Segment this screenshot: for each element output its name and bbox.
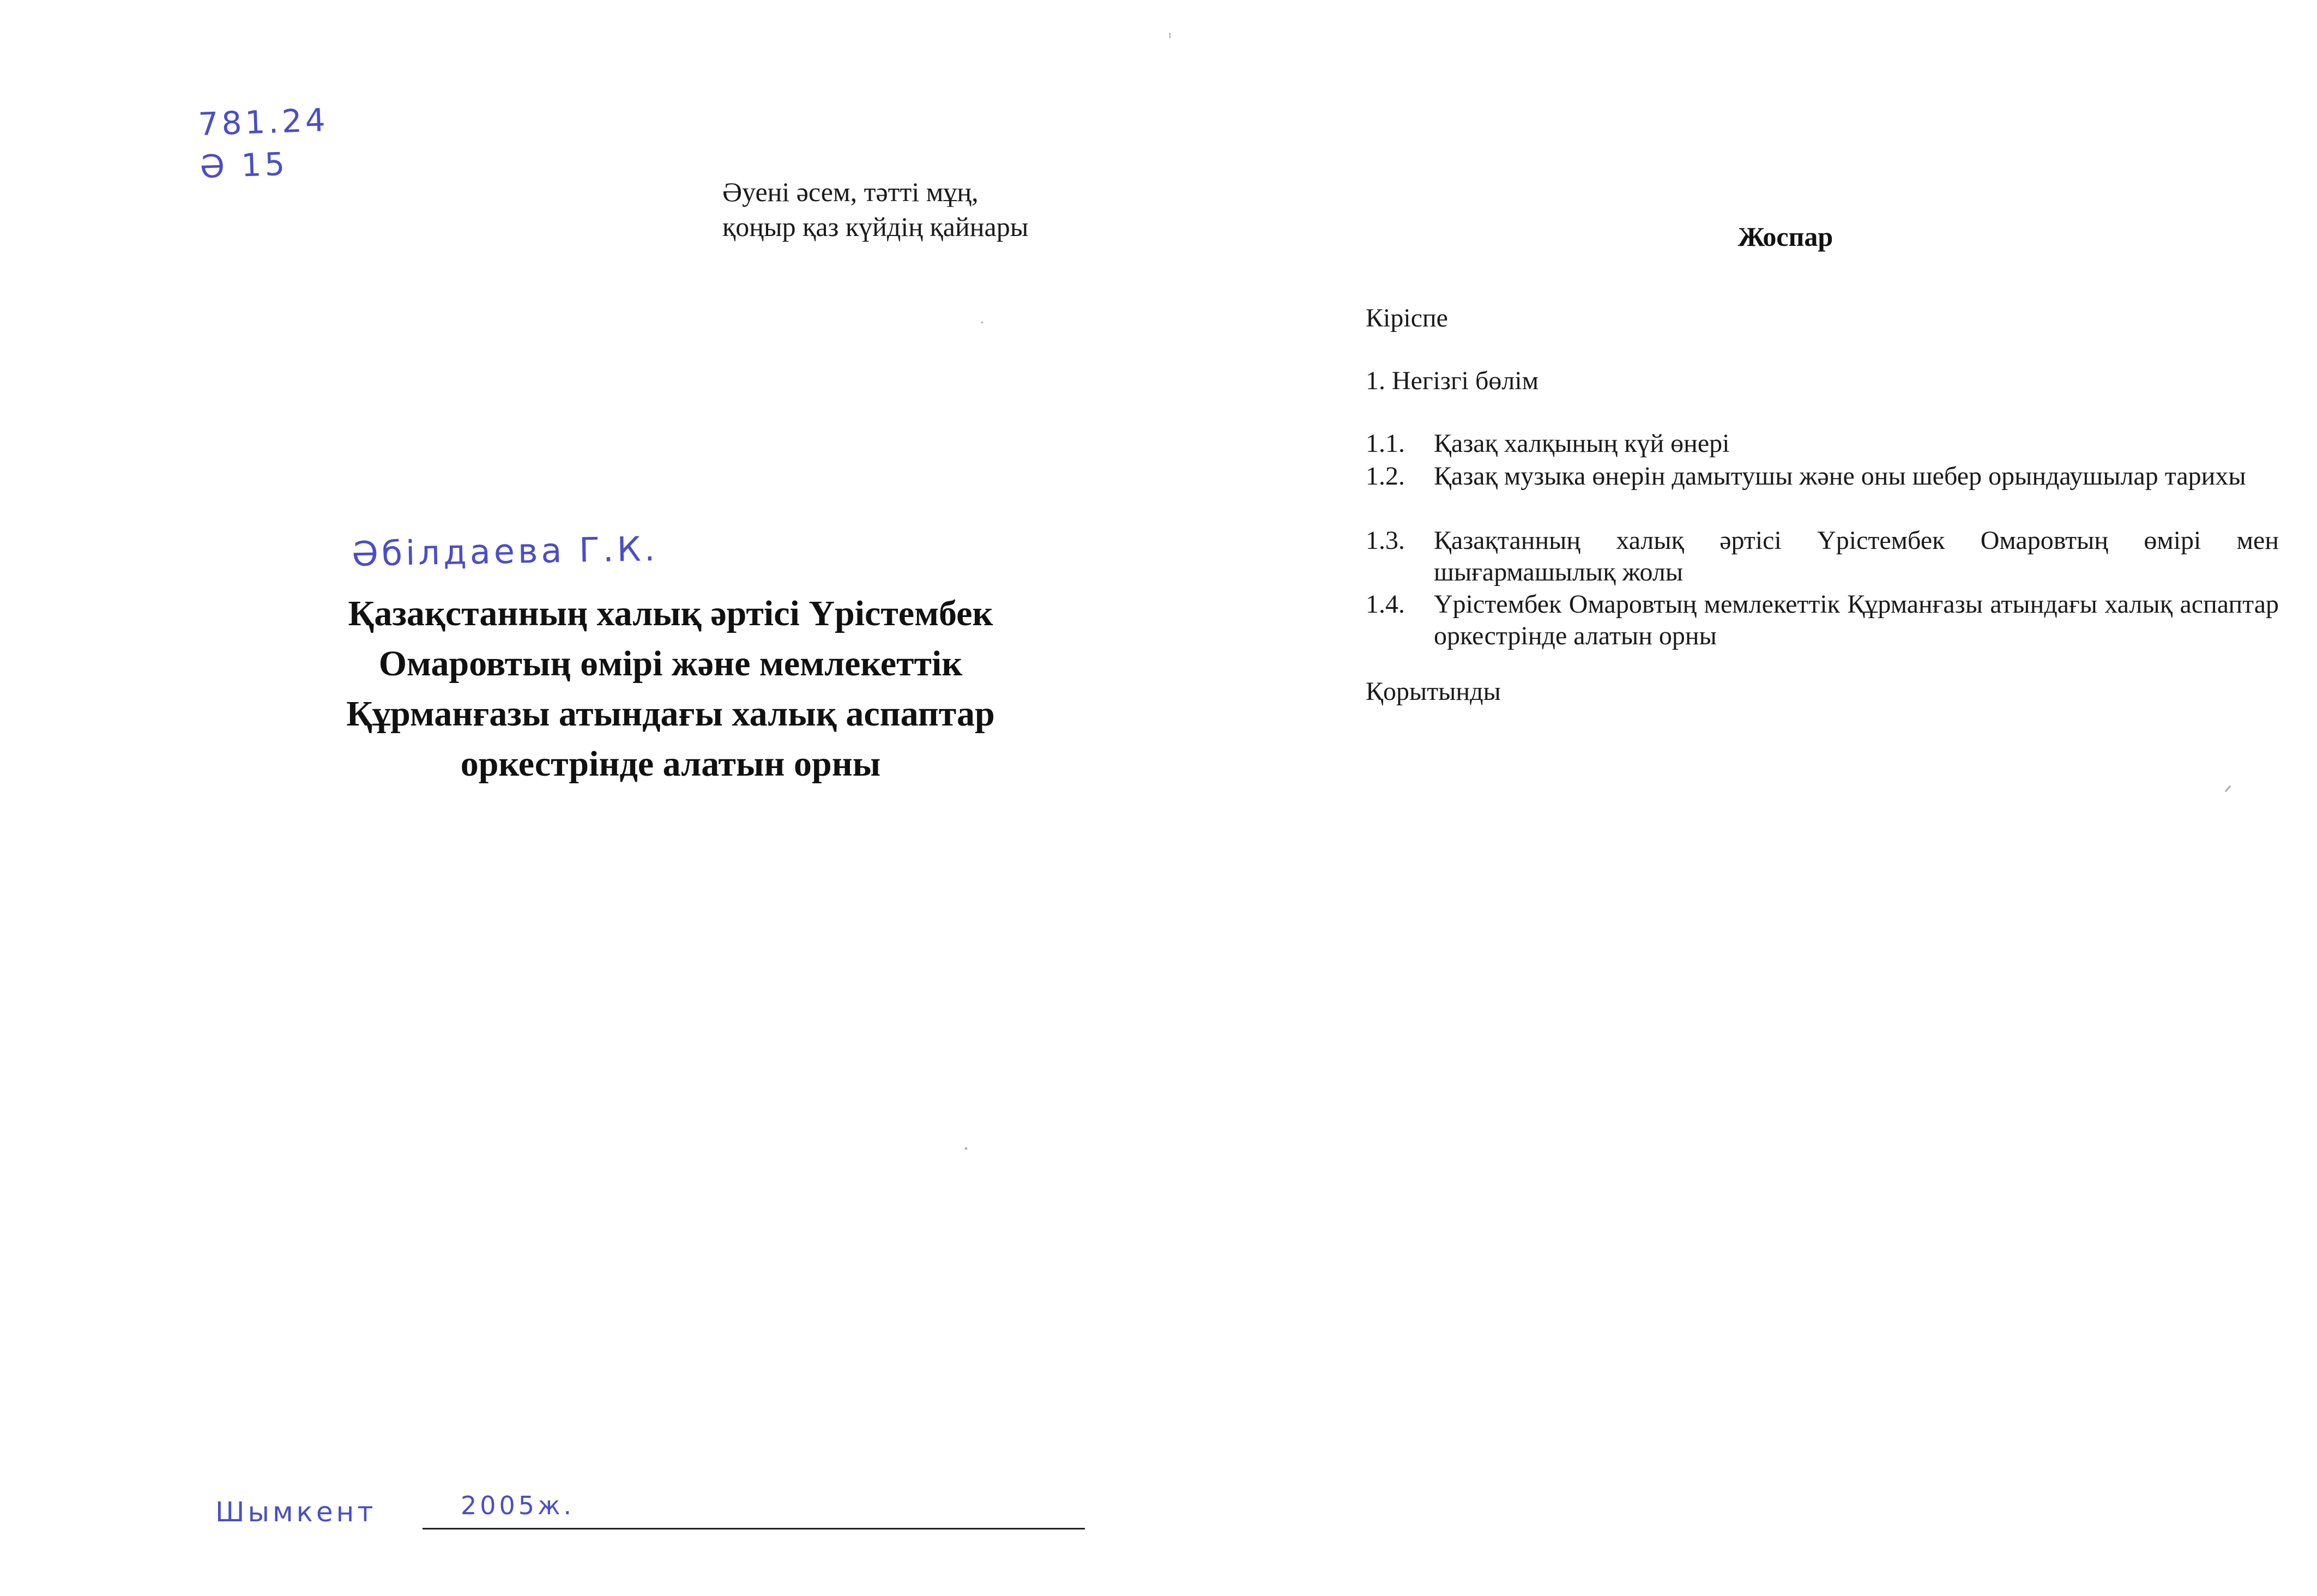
toc-main-part: 1. Негізгі бөлім — [1366, 366, 1539, 395]
scan-speck — [965, 1147, 967, 1150]
toc-number: 1.1. — [1366, 429, 1405, 458]
toc-number: 1.3. — [1366, 526, 1405, 555]
toc-text: Қазақ музыка өнерін дамытушы және оны шебер орындаушылар тарихы — [1434, 462, 2246, 491]
document-title — [234, 589, 1107, 789]
epigraph — [722, 174, 1028, 244]
toc-subsection — [1366, 461, 2279, 492]
toc-conclusion: Қорытынды — [1366, 677, 1501, 706]
handwritten-year: 2005ж. — [461, 1491, 575, 1520]
epigraph-line: қоңыр қаз күйдің қайнары — [722, 211, 1029, 242]
plan-page — [1158, 0, 2317, 1596]
title-page — [0, 0, 1158, 1596]
scan-speck — [981, 322, 983, 323]
toc-intro: Кіріспе — [1366, 304, 1448, 332]
toc-subsection — [1366, 428, 2279, 460]
toc-text: Қазақ халқының күй өнері — [1434, 429, 1730, 458]
toc-subsection — [1366, 589, 2279, 652]
handwritten-place: Шымкент — [215, 1496, 377, 1528]
scan-speck — [2225, 785, 2231, 793]
handwritten-call-number — [197, 99, 330, 188]
scan-speck — [1169, 33, 1170, 38]
toc-text: Үрістембек Омаровтың мемлекеттік Құрманғазы атындағы халық аспаптар оркестрінде алатын орны — [1434, 590, 2279, 650]
title-line: Құрманғазы атындағы халық аспаптар — [346, 694, 995, 734]
toc-number: 1.2. — [1366, 462, 1405, 491]
handwritten-author: Әбілдаева Г.К. — [351, 529, 659, 574]
call-number-line: Ә 15 — [199, 145, 289, 186]
title-line: Омаровтың өмірі және мемлекеттік — [378, 644, 963, 684]
footer-rule — [423, 1528, 1085, 1530]
epigraph-line: Әуені әсем, тәтті мұң, — [722, 177, 979, 207]
title-line: оркестрінде алатын орны — [460, 744, 881, 784]
title-line: Қазақстанның халық әртісі Үрістембек — [348, 594, 993, 633]
toc-text: Қазақтанның халық әртісі Үрістембек Омаровтың өмірі мен шығармашылық жолы — [1434, 526, 2279, 587]
call-number-line: 781.24 — [197, 101, 329, 143]
toc-subsection — [1366, 525, 2279, 588]
toc-number: 1.4. — [1366, 590, 1405, 619]
plan-heading: Жоспар — [1737, 221, 1833, 252]
